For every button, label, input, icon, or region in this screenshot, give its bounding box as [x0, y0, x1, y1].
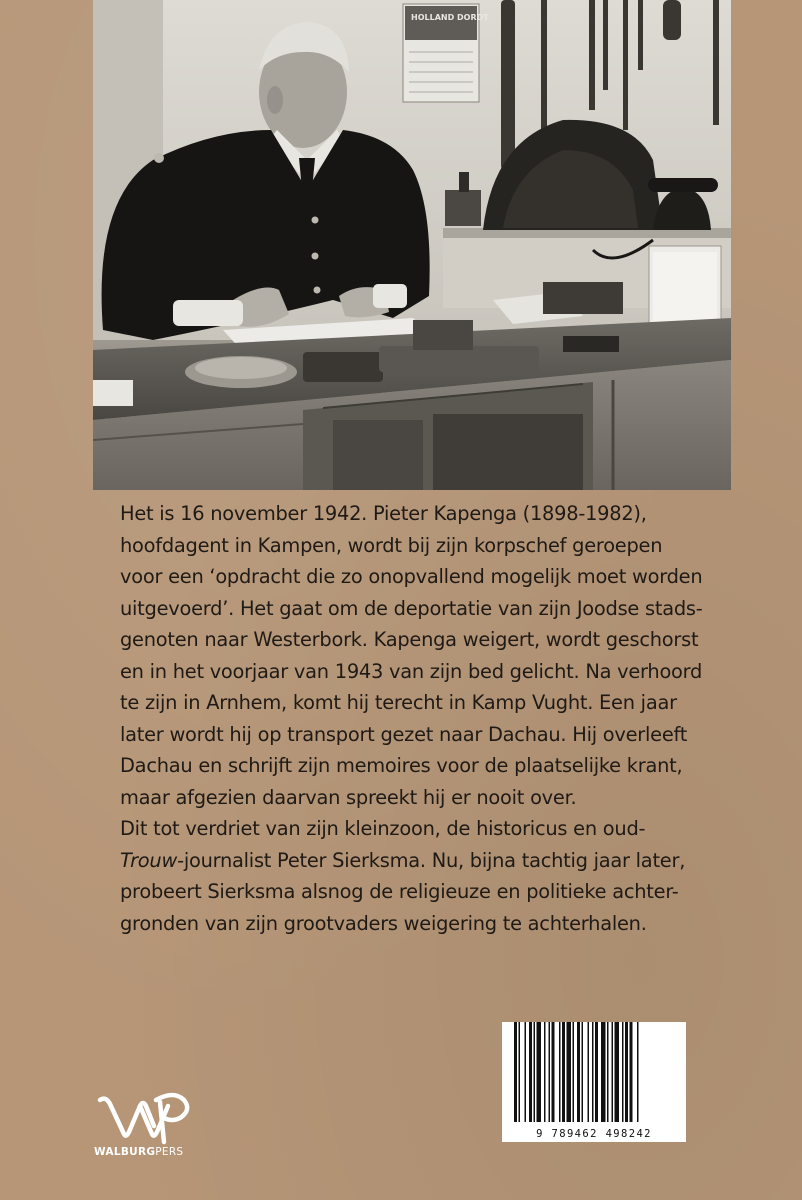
blurb-line-11: Dit tot verdriet van zijn kleinzoon, de historicus en oud- [120, 817, 646, 840]
blurb-line-6: en in het voorjaar van 1943 van zijn bed gelicht. Na verhoord [120, 659, 703, 683]
blurb-line-4: uitgevoerd’. Het gaat om de deportatie van zijn Joodse stads- [120, 596, 703, 620]
barcode-bar [582, 1022, 584, 1122]
barcode-bar [529, 1022, 532, 1122]
blurb-line-14: gronden van zijn grootvaders weigering te achterhalen. [120, 911, 647, 935]
blurb-line-8: later wordt hij op transport gezet naar Dachau. Hij overleeft [120, 722, 688, 746]
blurb-line-7: te zijn in Arnhem, komt hij terecht in Kamp Vught. Een jaar [120, 691, 677, 714]
barcode-bar [588, 1022, 590, 1122]
blurb-line-12-rest: -journalist Peter Sierksma. Nu, bijna tachtig jaar later, [177, 848, 686, 872]
barcode-bar [607, 1022, 609, 1122]
blurb-line-2: hoofdagent in Kampen, wordt bij zijn korpschef geroepen [120, 533, 663, 557]
barcode-bar [559, 1022, 561, 1122]
wp-logo-icon [94, 1086, 194, 1146]
blurb-line-9: Dachau en schrijft zijn memoires voor de plaatselijke krant, [120, 754, 683, 777]
newspaper-name-trouw: Trouw [120, 848, 178, 872]
barcode-bar [537, 1022, 542, 1122]
publisher-logo [94, 1086, 204, 1166]
barcode-bar [637, 1022, 639, 1122]
barcode-bar [567, 1022, 572, 1122]
barcode-bars [514, 1022, 674, 1126]
cover-photo [93, 0, 731, 490]
barcode-bar [573, 1022, 575, 1122]
barcode-bar [625, 1022, 628, 1122]
barcode-bar [595, 1022, 598, 1122]
barcode-bar [615, 1022, 620, 1122]
isbn-barcode [502, 1022, 686, 1142]
blurb-line-12 [120, 845, 760, 877]
barcode-bar [519, 1022, 521, 1122]
blurb-line-5: genoten naar Westerbork. Kapenga weigert, wordt geschorst [120, 628, 699, 651]
barcode-bar [549, 1022, 551, 1122]
blurb-line-13: probeert Sierksma alsnog de religieuze en politieke achter- [120, 880, 679, 903]
barcode-bar [592, 1022, 594, 1122]
back-cover-blurb [120, 498, 760, 939]
calendar-text: HOLLAND DORDT [411, 13, 489, 22]
blurb-line-3: voor een ‘opdracht die zo onopvallend mogelijk moet worden [120, 565, 703, 588]
publisher-name-walburg: WALBURG [94, 1146, 156, 1158]
blurb-line-1: Het is 16 november 1942. Pieter Kapenga (1898-1982), [120, 502, 647, 525]
barcode-bar [577, 1022, 580, 1122]
barcode-bar [622, 1022, 624, 1122]
isbn-digits: 9 789462 498242 [536, 1128, 652, 1140]
barcode-bar [630, 1022, 633, 1122]
officer-at-desk-illustration [93, 0, 731, 490]
barcode-bar [562, 1022, 565, 1122]
barcode-bar [534, 1022, 536, 1122]
barcode-bar [544, 1022, 546, 1122]
barcode-bar [525, 1022, 527, 1122]
publisher-name-pers: PERS [155, 1146, 184, 1158]
barcode-bar [601, 1022, 606, 1122]
barcode-bar [612, 1022, 614, 1122]
blurb-line-10: maar afgezien daarvan spreekt hij er nooit over. [120, 785, 577, 809]
publisher-name [94, 1146, 204, 1158]
barcode-bar [552, 1022, 555, 1122]
barcode-bar [514, 1022, 517, 1122]
